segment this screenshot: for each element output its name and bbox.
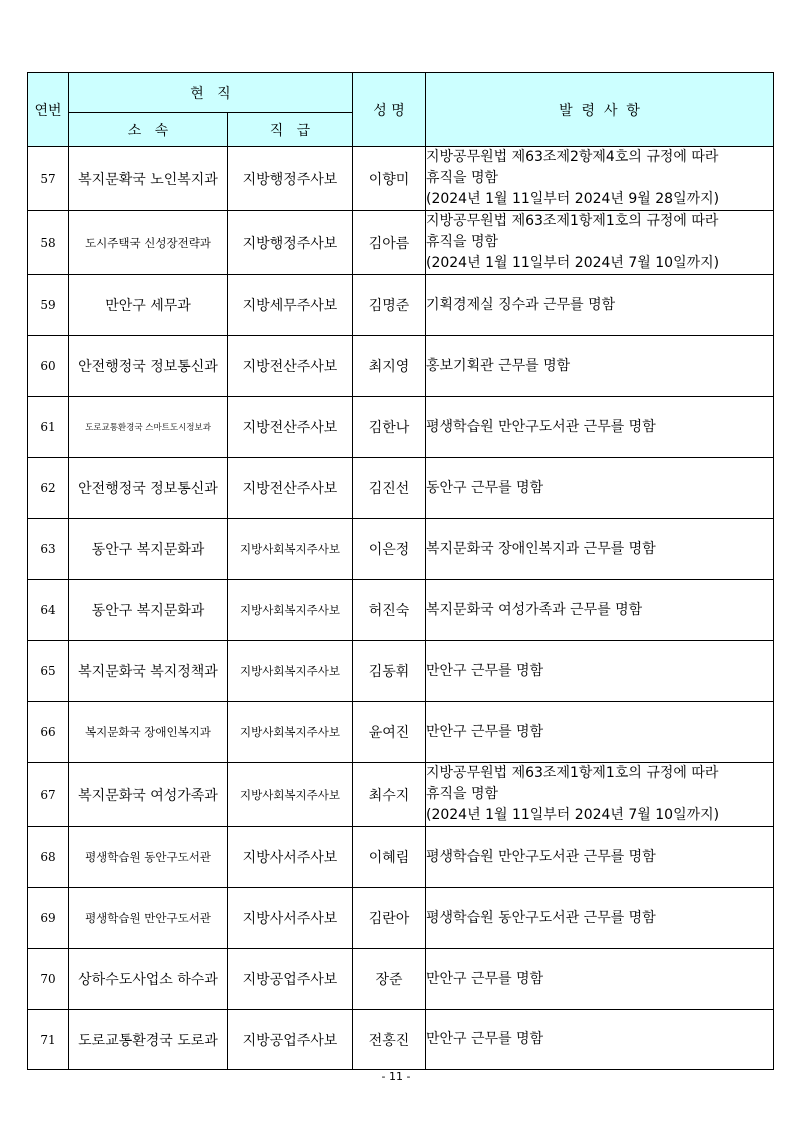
appointment-line: 지방공무원법 제63조제2항제4호의 규정에 따라: [426, 149, 719, 165]
table-row: [28, 580, 774, 641]
table-row: [28, 519, 774, 580]
table-row: [28, 763, 774, 827]
appointment-line: 평생학습원 만안구도서관 근무를 명함: [426, 418, 656, 435]
appointment-line: 휴직을 명함: [426, 170, 499, 186]
table-row: [28, 888, 774, 949]
row-department: 평생학습원 만안구도서관: [69, 888, 228, 949]
row-number: 66: [28, 702, 69, 763]
header-appointment: 발 령 사 항: [426, 73, 774, 147]
row-appointment: [426, 580, 774, 641]
row-department: 도시주택국 신성장전략과: [69, 211, 228, 275]
row-appointment: [426, 336, 774, 397]
row-number: 57: [28, 147, 69, 211]
row-rank: 지방사서주사보: [228, 888, 353, 949]
header-rank: 직 급: [228, 113, 353, 147]
table-row: [28, 336, 774, 397]
header-current-position: 현 직: [69, 73, 353, 113]
row-department: 안전행정국 정보통신과: [69, 336, 228, 397]
row-department: 도로교통환경국 스마트도시정보과: [69, 397, 228, 458]
row-number: 67: [28, 763, 69, 827]
row-name: 최지영: [353, 336, 426, 397]
row-number: 64: [28, 580, 69, 641]
header-no: 연번: [28, 73, 69, 147]
row-rank: 지방사회복지주사보: [228, 641, 353, 702]
row-department: 평생학습원 동안구도서관: [69, 827, 228, 888]
row-number: 65: [28, 641, 69, 702]
row-number: 61: [28, 397, 69, 458]
row-name: 김진선: [353, 458, 426, 519]
row-rank: 지방사서주사보: [228, 827, 353, 888]
row-rank: 지방세무주사보: [228, 275, 353, 336]
table-row: [28, 397, 774, 458]
appointment-line: (2024년 1월 11일부터 2024년 7월 10일까지): [426, 255, 720, 271]
row-rank: 지방공업주사보: [228, 1010, 353, 1070]
row-name: 최수지: [353, 763, 426, 827]
table-row: [28, 275, 774, 336]
appointment-line: 휴직을 명함: [426, 234, 499, 250]
table-row: [28, 211, 774, 275]
row-department: 도로교통환경국 도로과: [69, 1010, 228, 1070]
row-number: 58: [28, 211, 69, 275]
appointment-line: 휴직을 명함: [426, 786, 499, 802]
row-name: 김명준: [353, 275, 426, 336]
row-name: 김란아: [353, 888, 426, 949]
appointment-line: (2024년 1월 11일부터 2024년 9월 28일까지): [426, 191, 720, 207]
row-rank: 지방사회복지주사보: [228, 519, 353, 580]
row-department: 복지문확국 노인복지과: [69, 147, 228, 211]
row-rank: 지방공업주사보: [228, 949, 353, 1010]
appointment-line: 만안구 근무를 명함: [426, 662, 544, 679]
header-name: 성 명: [353, 73, 426, 147]
row-number: 70: [28, 949, 69, 1010]
row-rank: 지방사회복지주사보: [228, 702, 353, 763]
row-department: 동안구 복지문화과: [69, 519, 228, 580]
row-name: 이은정: [353, 519, 426, 580]
row-number: 63: [28, 519, 69, 580]
row-rank: 지방행정주사보: [228, 147, 353, 211]
row-appointment: [426, 211, 774, 275]
appointment-line: 지방공무원법 제63조제1항제1호의 규정에 따라: [426, 213, 719, 229]
appointment-line: 만안구 근무를 명함: [426, 970, 544, 987]
table-row: [28, 458, 774, 519]
appointment-line: 평생학습원 만안구도서관 근무를 명함: [426, 848, 656, 865]
row-department: 만안구 세무과: [69, 275, 228, 336]
row-appointment: [426, 702, 774, 763]
table-row: [28, 702, 774, 763]
row-department: 상하수도사업소 하수과: [69, 949, 228, 1010]
row-department: 복지문화국 장애인복지과: [69, 702, 228, 763]
row-appointment: [426, 147, 774, 211]
row-rank: 지방전산주사보: [228, 458, 353, 519]
appointment-line: 기획경제실 징수과 근무를 명함: [426, 296, 616, 313]
row-number: 71: [28, 1010, 69, 1070]
appointment-line: 지방공무원법 제63조제1항제1호의 규정에 따라: [426, 765, 719, 781]
appointment-line: 복지문화국 여성가족과 근무를 명함: [426, 601, 643, 618]
table-body: [28, 147, 774, 1070]
row-appointment: [426, 888, 774, 949]
row-rank: 지방전산주사보: [228, 397, 353, 458]
row-rank: 지방사회복지주사보: [228, 580, 353, 641]
personnel-table: [27, 72, 774, 1070]
row-number: 62: [28, 458, 69, 519]
row-name: 이향미: [353, 147, 426, 211]
appointment-line: 복지문화국 장애인복지과 근무를 명함: [426, 540, 656, 557]
row-name: 이혜림: [353, 827, 426, 888]
appointment-line: (2024년 1월 11일부터 2024년 7월 10일까지): [426, 807, 720, 823]
header-department: 소 속: [69, 113, 228, 147]
row-number: 60: [28, 336, 69, 397]
row-number: 68: [28, 827, 69, 888]
row-appointment: [426, 519, 774, 580]
row-name: 전홍진: [353, 1010, 426, 1070]
row-appointment: [426, 397, 774, 458]
row-name: 김동휘: [353, 641, 426, 702]
row-appointment: [426, 458, 774, 519]
row-name: 윤여진: [353, 702, 426, 763]
row-department: 복지문화국 복지정책과: [69, 641, 228, 702]
row-number: 69: [28, 888, 69, 949]
row-appointment: [426, 949, 774, 1010]
appointment-line: 동안구 근무를 명함: [426, 479, 544, 496]
row-rank: 지방사회복지주사보: [228, 763, 353, 827]
row-rank: 지방전산주사보: [228, 336, 353, 397]
row-appointment: [426, 1010, 774, 1070]
row-name: 김아름: [353, 211, 426, 275]
table-row: [28, 641, 774, 702]
table-row: [28, 949, 774, 1010]
appointment-line: 평생학습원 동안구도서관 근무를 명함: [426, 909, 656, 926]
appointment-line: 만안구 근무를 명함: [426, 723, 544, 740]
row-appointment: [426, 763, 774, 827]
row-department: 복지문화국 여성가족과: [69, 763, 228, 827]
table-row: [28, 1010, 774, 1070]
appointment-line: 만안구 근무를 명함: [426, 1031, 544, 1047]
row-department: 안전행정국 정보통신과: [69, 458, 228, 519]
row-department: 동안구 복지문화과: [69, 580, 228, 641]
row-name: 김한나: [353, 397, 426, 458]
row-appointment: [426, 275, 774, 336]
table-row: [28, 827, 774, 888]
appointment-line: 홍보기획관 근무를 명함: [426, 357, 571, 374]
row-name: 허진숙: [353, 580, 426, 641]
row-appointment: [426, 641, 774, 702]
page-number: - 11 -: [381, 1070, 411, 1083]
row-rank: 지방행정주사보: [228, 211, 353, 275]
row-appointment: [426, 827, 774, 888]
table-row: [28, 147, 774, 211]
row-name: 장준: [353, 949, 426, 1010]
row-number: 59: [28, 275, 69, 336]
